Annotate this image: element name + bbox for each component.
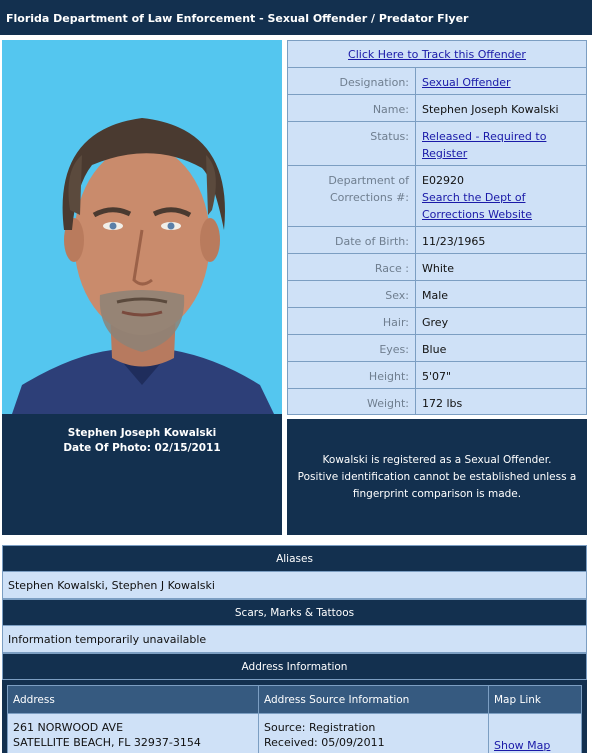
- dob-row: [288, 227, 586, 254]
- scars-header: Scars, Marks & Tattoos: [2, 599, 587, 626]
- address-table: [2, 680, 587, 753]
- eyes-value: Blue: [422, 343, 447, 356]
- photo-date: Date Of Photo: 02/15/2011: [63, 442, 221, 454]
- address-cell: [8, 714, 259, 753]
- weight-row: [288, 389, 586, 415]
- source-cell: [259, 714, 489, 753]
- status-row: [288, 122, 586, 166]
- photo-caption: [2, 414, 282, 535]
- hair-row: [288, 308, 586, 335]
- map-cell: [489, 714, 582, 753]
- offender-info-panel: [287, 40, 587, 415]
- name-row: [288, 95, 586, 122]
- track-row: [288, 41, 586, 68]
- status-link[interactable]: Released - Required to Register: [422, 130, 547, 160]
- scars-value: Information temporarily unavailable: [2, 626, 587, 653]
- hair-label: Hair:: [288, 308, 416, 334]
- scars-section: [2, 599, 587, 653]
- aliases-header: Aliases: [2, 545, 587, 572]
- dob-value: 11/23/1965: [422, 235, 486, 248]
- doc-row: [288, 166, 586, 227]
- designation-label: Designation:: [288, 68, 416, 94]
- designation-link[interactable]: Sexual Offender: [422, 76, 511, 89]
- dob-label: Date of Birth:: [288, 227, 416, 253]
- page-title: Florida Department of Law Enforcement - Sexual Offender / Predator Flyer: [6, 12, 469, 25]
- address-table-header: [8, 686, 582, 714]
- show-map-link[interactable]: Show Map: [494, 739, 551, 752]
- table-row: [8, 714, 582, 753]
- doc-label: Department of Corrections #:: [288, 166, 416, 226]
- weight-label: Weight:: [288, 389, 416, 415]
- identification-notice: [287, 419, 587, 535]
- address-column-header: Address: [8, 686, 259, 714]
- address-received: Received: 05/09/2011: [264, 736, 385, 749]
- height-row: [288, 362, 586, 389]
- sex-label: Sex:: [288, 281, 416, 307]
- race-value: White: [422, 262, 454, 275]
- name-label: Name:: [288, 95, 416, 121]
- map-column-header: Map Link: [489, 686, 582, 714]
- source-column-header: Address Source Information: [259, 686, 489, 714]
- doc-search-link[interactable]: Search the Dept of Corrections Website: [422, 191, 532, 221]
- race-row: [288, 254, 586, 281]
- name-value: Stephen Joseph Kowalski: [422, 103, 559, 116]
- doc-number: E02920: [422, 174, 464, 187]
- address-section: [2, 653, 587, 680]
- race-label: Race :: [288, 254, 416, 280]
- offender-photo: [2, 40, 282, 414]
- notice-line-3: fingerprint comparison is made.: [352, 488, 522, 500]
- eyes-label: Eyes:: [288, 335, 416, 361]
- status-label: Status:: [288, 122, 416, 165]
- notice-line-1: Kowalski is registered as a Sexual Offender.: [322, 454, 552, 466]
- offender-name-caption: Stephen Joseph Kowalski: [67, 427, 217, 439]
- notice-line-2: Positive identification cannot be established unless a: [297, 471, 577, 483]
- eyes-row: [288, 335, 586, 362]
- sex-value: Male: [422, 289, 449, 302]
- page-header: [0, 0, 592, 35]
- height-value: 5'07": [422, 370, 452, 383]
- track-offender-link[interactable]: Click Here to Track this Offender: [348, 48, 526, 61]
- address-line-2: SATELLITE BEACH, FL 32937-3154: [13, 736, 201, 749]
- sex-row: [288, 281, 586, 308]
- address-line-1: 261 NORWOOD AVE: [13, 721, 124, 734]
- weight-value: 172 lbs: [422, 397, 463, 410]
- address-source: Source: Registration: [264, 721, 376, 734]
- aliases-section: [2, 545, 587, 599]
- height-label: Height:: [288, 362, 416, 388]
- hair-value: Grey: [422, 316, 449, 329]
- aliases-value: Stephen Kowalski, Stephen J Kowalski: [2, 572, 587, 599]
- designation-row: [288, 68, 586, 95]
- address-header: Address Information: [2, 653, 587, 680]
